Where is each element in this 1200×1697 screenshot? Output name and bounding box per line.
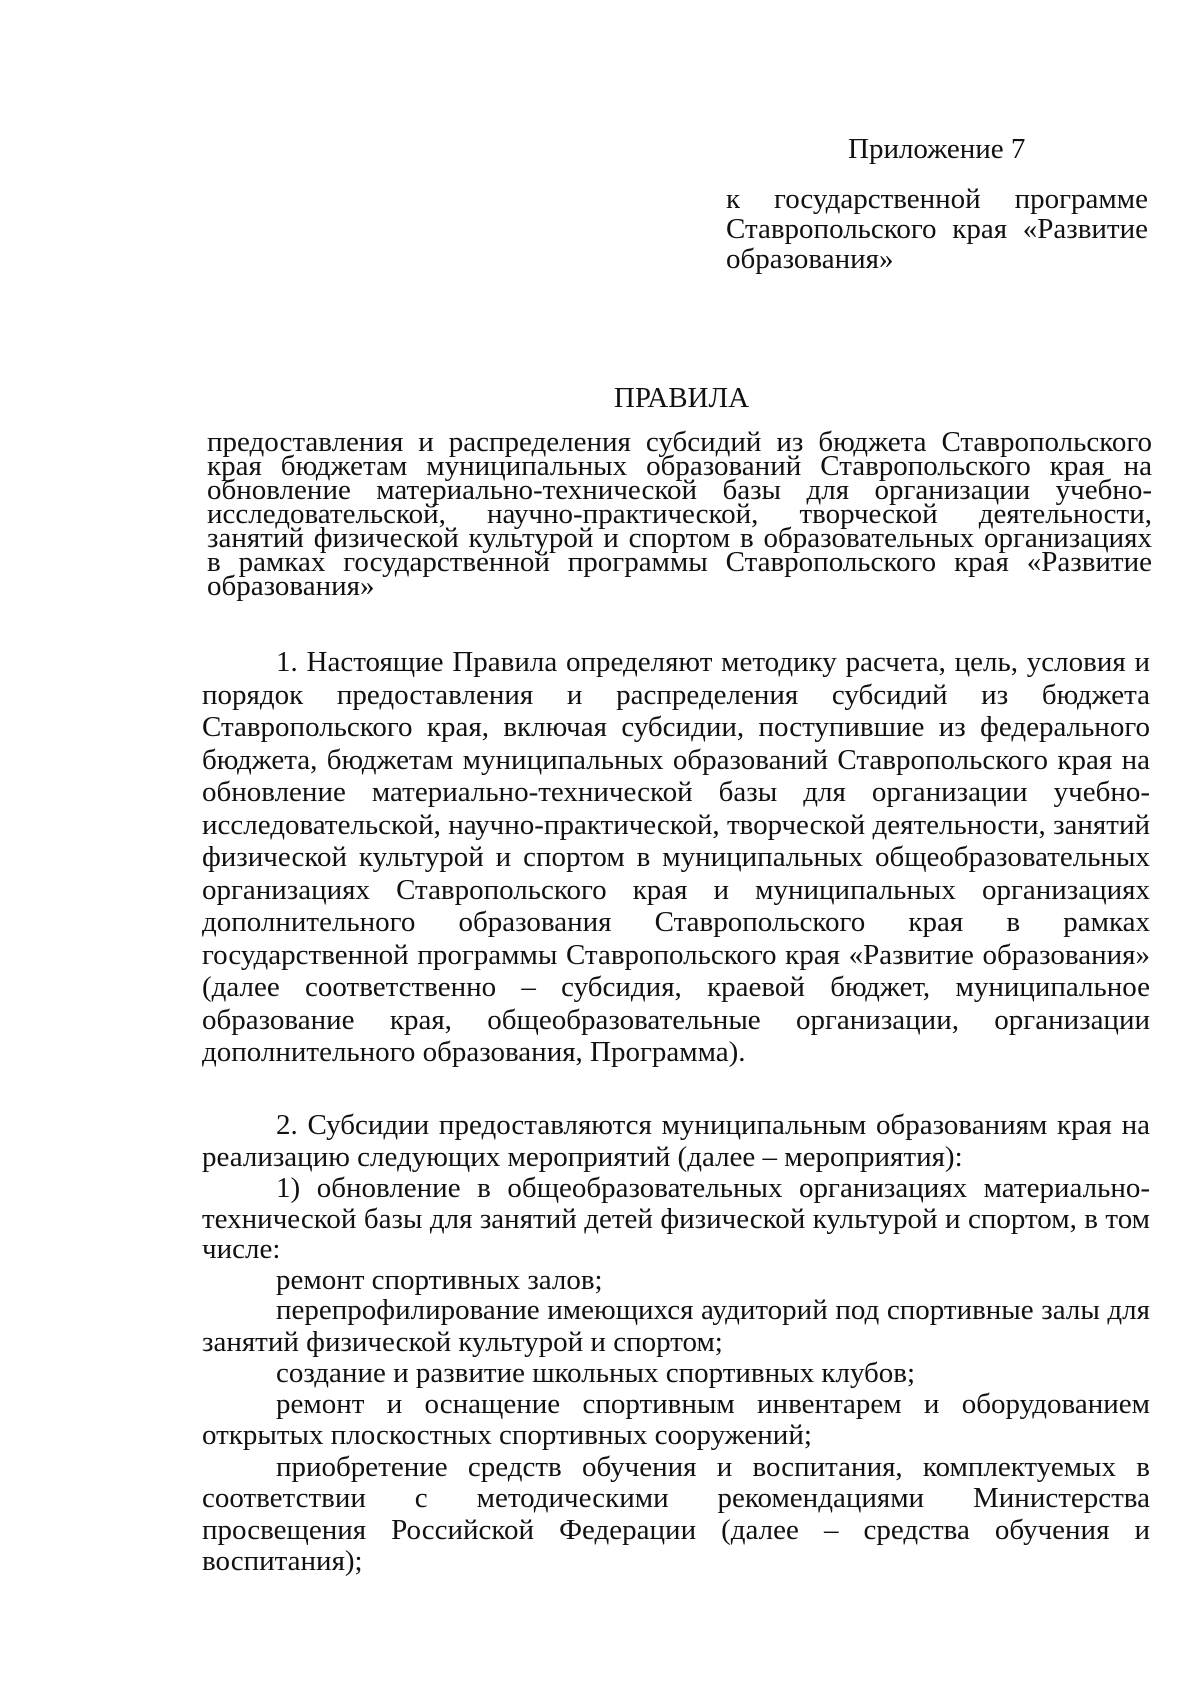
clause-1-paragraph: 1. Настоящие Правила определяют методику расчета, цель, условия и порядок предоставления и распределения субсидий из бюджета Ставропольского края, включая субсидии, поступившие из федерального бюджета, бюджетам муниципальных образований Ставропольского края на обновление материально-технической базы для организации учебно-исследовательской, научно-практической, творческой деятельности, занятий физической культурой и спортом в муниципальных общеобразовательных организациях Ставропольского края и муниципальных организациях дополнительного образования Ставропольского края в рамках государственной программы Ставропольского края «Развитие образования» (далее соответственно – субсидия, краевой бюджет, муниципальное образование края, общеобразовательные организации, организации дополнительного образования, Программа). bbox=[202, 646, 1150, 1068]
clause-1-block bbox=[202, 646, 1150, 1069]
sub-item-1: ремонт спортивных залов; bbox=[276, 1263, 603, 1296]
clause-2-block bbox=[202, 1110, 1150, 1578]
sub-item-4: ремонт и оснащение спортивным инвентарем и оборудованием открытых плоскостных спортивных сооружений; bbox=[202, 1387, 1150, 1451]
appendix-title: Приложение 7 bbox=[848, 133, 1026, 165]
sub-item-3: создание и развитие школьных спортивных клубов; bbox=[276, 1357, 916, 1389]
appendix-reference: к государственной программе Ставропольского края «Развитие образования» bbox=[726, 183, 1148, 275]
clause-2-item-1: 1) обновление в общеобразовательных организациях материально-технической базы для занятий детей физической культурой и спортом, в том числе: bbox=[202, 1172, 1150, 1265]
sub-item-5: приобретение средств обучения и воспитания, комплектуемых в соответствии с методическими рекомендациями Министерства просвещения Российской Федерации (далее – средства обучения и воспитания); bbox=[202, 1450, 1150, 1577]
clause-2-intro: 2. Субсидии предоставляются муниципальным образованиям края на реализацию следующих мероприятий (далее – мероприятия): bbox=[202, 1109, 1150, 1173]
document-subtitle: предоставления и распределения субсидий из бюджета Ставропольского края бюджетам муниципальных образований Ставропольского края на обновление материально-технической базы для организации учебно-исследовательской, научно-практической, творческой деятельности, занятий физической культурой и спортом в образовательных организациях в рамках государственной программы Ставропольского края «Развитие образования» bbox=[207, 426, 1152, 602]
document-title: ПРАВИЛА bbox=[613, 382, 750, 414]
sub-item-2: перепрофилирование имеющихся аудиторий под спортивные залы для занятий физической культурой и спортом; bbox=[202, 1294, 1150, 1358]
